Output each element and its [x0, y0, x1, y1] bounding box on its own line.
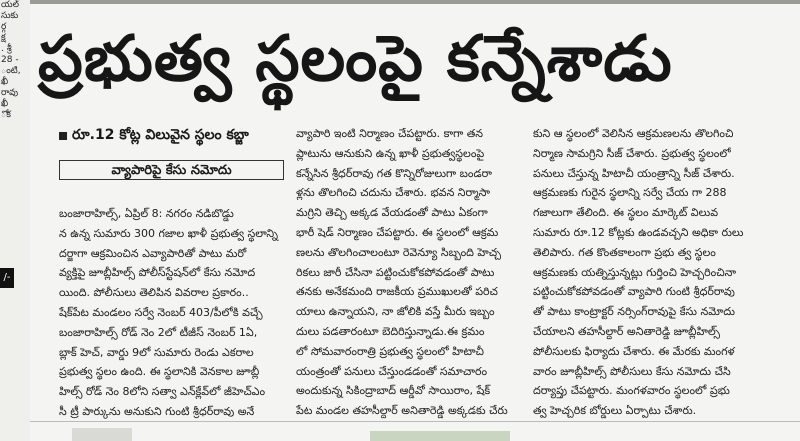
column-line: దర్జాగా ఆక్రమించిన ఎవ్యాపారితో పాటు మరో — [59, 246, 247, 260]
column-line: షేక్‌పేట మండలం సర్వే నెంబర్ 403/పీలోకి వచ్చే — [59, 305, 263, 319]
column-line: లో సోమవారంరాత్రి ప్రభుత్వ స్థలంలో హిటాచీ — [296, 344, 484, 358]
column-line: చేయాలని తహసీల్దార్ అనితారెడ్డి జూబ్లీహిల్స్ — [533, 324, 720, 338]
strip-line: 28 - — [1, 55, 19, 65]
column-line: పోలీసులకు ఫిర్యాదు చేశారు. ఈ మేరకు మంగళ — [533, 344, 735, 358]
next-article-tease — [72, 428, 132, 441]
column-line: దర్యాప్తు చేపట్టారు. మంగళవారం స్థలంలో ప్రభు — [533, 384, 730, 398]
strip-line: ోక — [1, 110, 11, 120]
column-line: త్వ హెచ్చరిక బోర్డులు ఏర్పాటు చేశారు. — [533, 404, 697, 418]
column-line: వ్యక్తిపై జూబ్లీహిల్స్ పోలీస్‌స్టేషన్‌లో కేసు నమోద — [59, 266, 256, 280]
column-line: పట్టించుకోకపోవడంతో వ్యాపారి గుంటి శ్రీధర్‌రావు — [533, 285, 735, 299]
column-line: అందుకున్న సికింద్రాబాద్ ఆర్డీవో సాయిరాం, షేక్ — [296, 384, 491, 398]
adjacent-article-strip — [0, 0, 30, 441]
column-line: గజాలుగా తేలింది. ఈ స్థలం మార్కెట్ విలువ — [533, 206, 719, 220]
column-line: యంత్రంతో పనులు చేస్తుండడంతో సమాచారం — [296, 364, 488, 378]
column-line: ఆక్రమణకు యత్నిస్తున్నట్లు గుర్తించి హెచ్చరించినా — [533, 265, 737, 279]
column-line: ప్రభుత్వ స్థలం ఉంది. ఈ స్థలానికి వెనకాల జూబ్లీ — [59, 365, 260, 379]
subkicker-box: వ్యాపారిపై కేసు నమోదు — [59, 160, 284, 180]
strip-line: సుకు — [1, 11, 19, 21]
strip-line: . శ్రీ — [1, 44, 12, 54]
strip-line: ఖీ — [1, 77, 9, 87]
column-line: తో పాటు కాంట్రాక్టర్ నర్సింగ్‌రావుపై కేసు నమోదు — [533, 305, 735, 319]
column-line: బంజారాహిల్స్, ఏప్రిల్ 8: నగరం నడిబొడ్డు — [59, 207, 234, 220]
column-line: తనకు అనేకమంది రాజకీయ ప్రముఖులతో పరిచ — [296, 285, 498, 299]
column-line: ప్లాటును ఆనుకుని ఉన్న ఖాళీ ప్రభుత్వస్థలంపై — [296, 146, 485, 160]
strip-line: యల్ — [1, 0, 19, 10]
article-column-3 — [533, 124, 795, 421]
strip-badge: /- — [0, 268, 14, 288]
column-line: యింది. పోలీసులు తెలిపిన వివరాల ప్రకారం.. — [59, 286, 249, 300]
column-line: బంజారాహిల్స్ రోడ్ నెం 2లో టీజీస్ నెంబర్ 1ఏ, — [59, 325, 258, 339]
article-column-1 — [59, 204, 295, 422]
column-line: యాలు ఉన్నాయని, నా జోలికి వస్తే మీరు ఇబ్బం — [296, 305, 495, 319]
column-line: న ఉన్న సుమారు 300 గజాల ఖాళీ ప్రభుత్వ స్థలాన్ని — [59, 226, 278, 240]
strip-line: ర్గ — [1, 22, 7, 32]
column-line: దులు పడతారంటూ బెదిరిస్తున్నాడు.ఈ క్రమం — [296, 324, 485, 338]
column-line: మగ్రిని తెచ్చి అక్కడ వేయడంతో పాటు ఏకంగా — [296, 206, 488, 220]
kicker-bullet — [59, 132, 67, 140]
column-line: రికలు జారీ చేసినా పట్టించుకోకపోవడంతో పాటు — [296, 265, 495, 279]
column-line: నిర్మాణ సామగ్రిని సీజ్ చేశారు. ప్రభుత్వ స్థలంలో — [533, 146, 731, 160]
column-line: కుని ఆ స్థలంలో వెలిసిన ఆక్రమణలను తొలగించి — [533, 127, 734, 140]
strip-line: క్ష — [1, 33, 6, 43]
bottom-divider — [30, 421, 800, 422]
strip-line: ంటి, — [1, 66, 21, 76]
page-top-edge — [30, 0, 800, 4]
column-line: వ్యాపారి ఇంటి నిర్మాణం చేపట్టారు. కాగా తన — [296, 127, 484, 140]
column-line: పనులు చేస్తున్న హిటాచీ యంత్రాన్ని సీజ్ చేశారు. — [533, 166, 735, 180]
column-line: ళ్లను తొలగించి చదును చేశారు. భవన నిర్మాసా — [296, 186, 490, 200]
column-line: సీ ట్రీ పార్కును అనుకుని గుంటి శ్రీధర్‌రావు అనే — [59, 404, 255, 418]
column-line: హిల్స్ రోడ్ నెం 8లోని సత్వా ఎన్‌క్లేవ్‌లో జీహెచ్ఎం — [59, 385, 266, 399]
strip-line: ఖీ — [1, 99, 9, 109]
article-column-2 — [296, 124, 530, 421]
column-line: ణలను తొలగించాలంటూ రెవెన్యూ సిబ్బంది హెచ్చ — [296, 245, 502, 259]
column-line: బ్లాక్ హెచ్, వార్డు 9లో సుమారు రెండు ఎకరాల — [59, 345, 254, 359]
column-line: పేట మండల తహసీల్దార్ అనితారెడ్డి అక్కడకు చేరు — [296, 404, 508, 418]
column-line: కన్నేసిన శ్రీధర్‌రావు గత కొన్నిరోజులుగా బండరా — [296, 166, 492, 180]
column-line: వారం జూబ్లీహిల్స్ పోలీసులు కేసు నమోదు చేసి — [533, 364, 731, 378]
column-line: తెలిపారు. గత కొంతకాలంగా ప్రభు త్వ స్థలం — [533, 245, 716, 259]
column-line: భారీ షెడ్ నిర్మాణం చేపట్టారు. ఈ స్థలంలో ఆక్రమ — [296, 225, 499, 239]
next-article-photo — [370, 431, 510, 441]
column-line: ఆక్రమణకు గురైన స్థలాన్ని సర్వే చేయ గా 288 — [533, 186, 727, 200]
kicker: రూ.12 కోట్ల విలువైన స్థలం కబ్జా — [72, 127, 249, 143]
column-line: సుమారు రూ.12 కోట్లకు ఉండవచ్చని అధికా రులు — [533, 225, 744, 239]
headline: ప్రభుత్వ స్థలంపై కన్నేశాడు — [38, 22, 673, 95]
strip-line: రావు — [1, 88, 19, 98]
